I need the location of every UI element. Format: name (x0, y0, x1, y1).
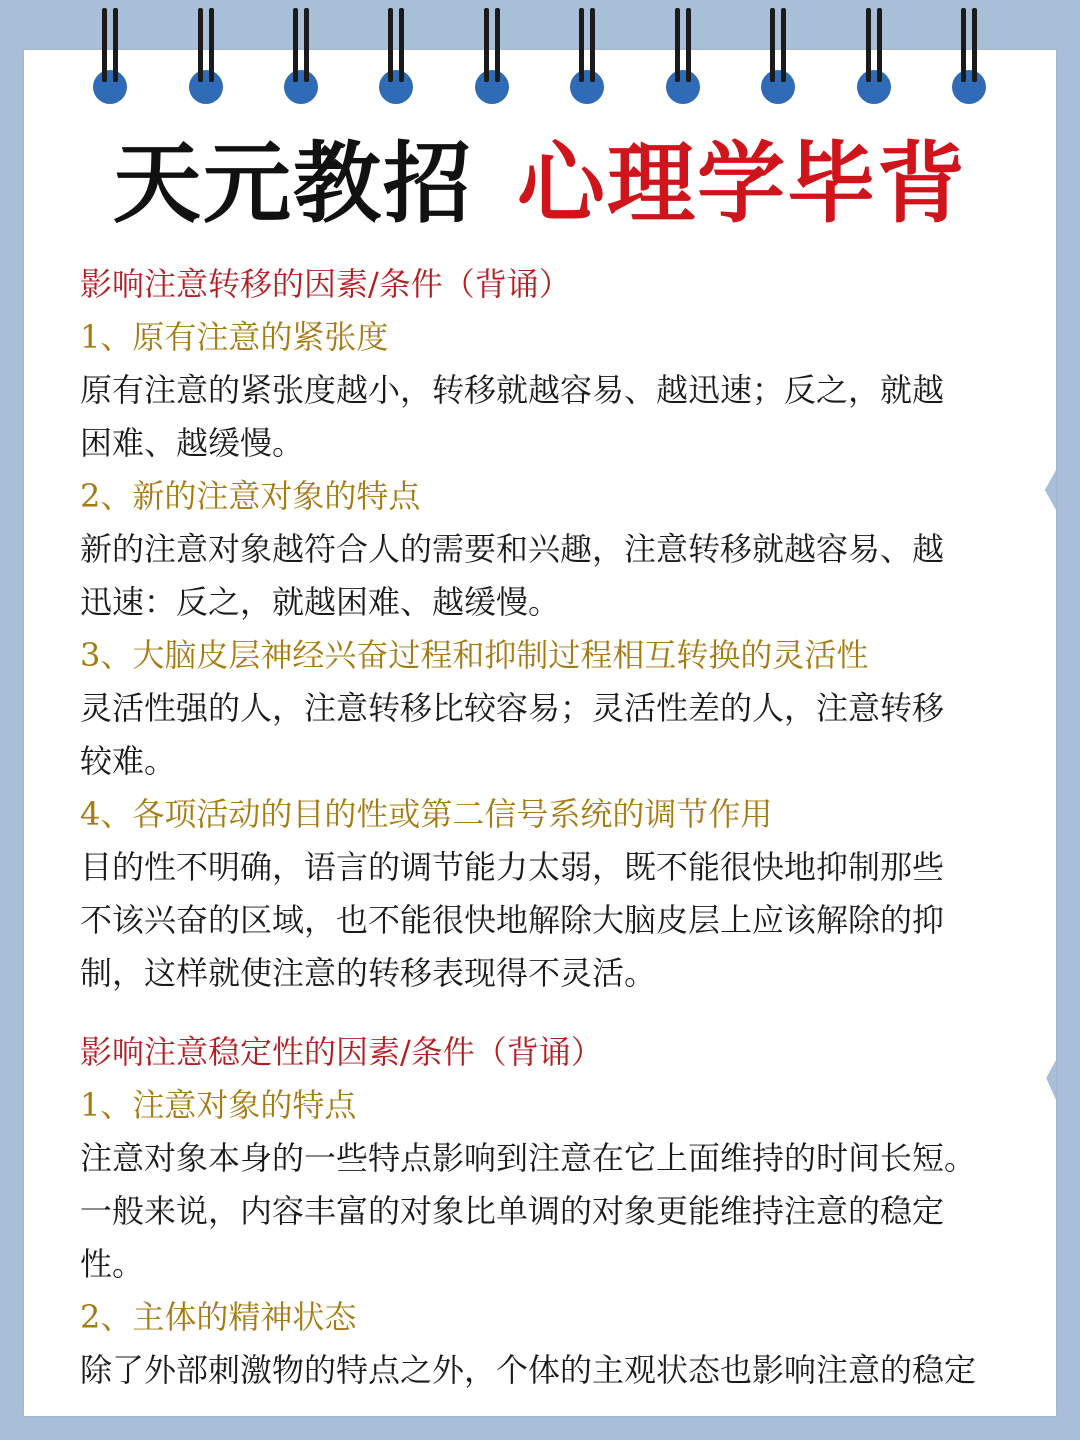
content-body (80, 258, 1020, 1397)
binding-ring-icon (475, 8, 509, 104)
page-title (0, 128, 1080, 238)
title-brand: 天元教招 (112, 131, 473, 235)
paper-tear (1042, 470, 1056, 510)
binding-ring-icon (666, 8, 700, 104)
item-body: 较难。 (80, 742, 177, 780)
binding-ring-icon (189, 8, 223, 104)
spiral-binding (0, 0, 1080, 110)
binding-ring-icon (379, 8, 413, 104)
item-body: 原有注意的紧张度越小，转移就越容易、越迅速；反之，就越 (80, 371, 945, 409)
binding-ring-icon (93, 8, 127, 104)
paper-tear (1042, 1060, 1056, 1100)
section-divider (80, 1000, 1020, 1026)
item-body: 困难、越缓慢。 (80, 424, 305, 462)
item-title: 2、新的注意对象的特点 (80, 477, 421, 515)
section-heading: 影响注意转移的因素/条件（背诵） (80, 265, 571, 303)
title-subject: 心理学毕背 (517, 131, 968, 235)
item-body: 注意对象本身的一些特点影响到注意在它上面维持的时间长短。 (80, 1139, 977, 1177)
item-body: 迅速：反之，就越困难、越缓慢。 (80, 583, 561, 621)
item-body: 不该兴奋的区域，也不能很快地解除大脑皮层上应该解除的抑 (80, 901, 945, 939)
item-body: 性。 (80, 1245, 145, 1283)
item-body: 制，这样就使注意的转移表现得不灵活。 (80, 954, 657, 992)
item-body: 除了外部刺激物的特点之外，个体的主观状态也影响注意的稳定 (80, 1351, 977, 1389)
binding-ring-icon (761, 8, 795, 104)
binding-ring-icon (952, 8, 986, 104)
item-body: 一般来说，内容丰富的对象比单调的对象更能维持注意的稳定 (80, 1192, 945, 1230)
item-title: 4、各项活动的目的性或第二信号系统的调节作用 (80, 795, 773, 833)
item-body: 目的性不明确，语言的调节能力太弱，既不能很快地抑制那些 (80, 848, 945, 886)
binding-ring-icon (570, 8, 604, 104)
item-title: 1、注意对象的特点 (80, 1086, 357, 1124)
item-title: 3、大脑皮层神经兴奋过程和抑制过程相互转换的灵活性 (80, 636, 869, 674)
item-body: 新的注意对象越符合人的需要和兴趣，注意转移就越容易、越 (80, 530, 945, 568)
section-heading: 影响注意稳定性的因素/条件（背诵） (80, 1033, 603, 1071)
binding-ring-icon (857, 8, 891, 104)
item-body: 灵活性强的人，注意转移比较容易；灵活性差的人，注意转移 (80, 689, 945, 727)
item-title: 1、原有注意的紧张度 (80, 318, 389, 356)
binding-ring-icon (284, 8, 318, 104)
item-title: 2、主体的精神状态 (80, 1298, 357, 1336)
